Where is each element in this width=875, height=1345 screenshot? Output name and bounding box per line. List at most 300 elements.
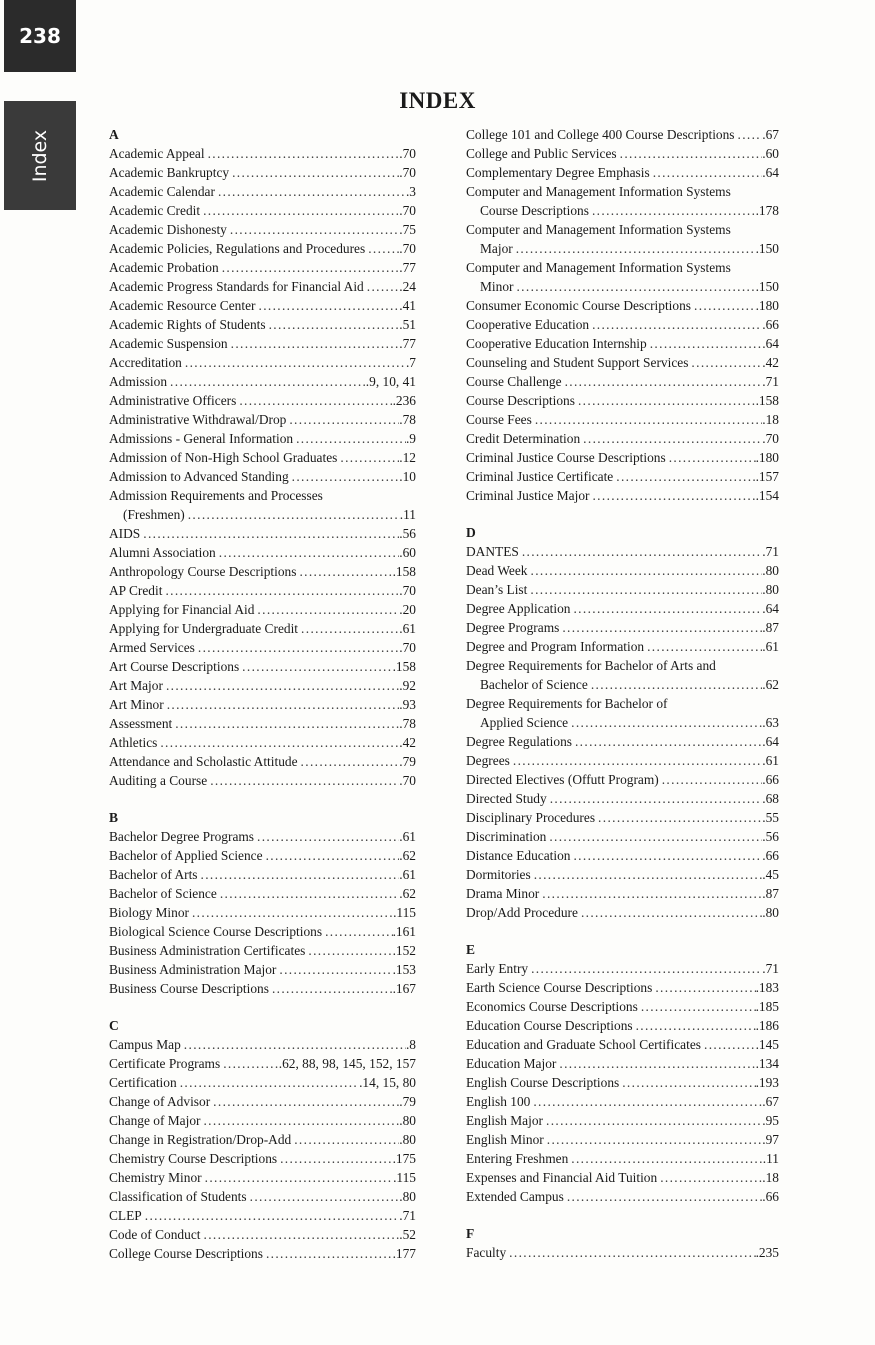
dot-leader xyxy=(266,846,400,865)
dot-leader xyxy=(522,542,762,561)
dot-leader xyxy=(513,751,762,770)
dot-leader xyxy=(269,315,400,334)
index-entry xyxy=(466,1149,779,1168)
entry-text: Armed Services xyxy=(109,640,195,655)
entry-pages: .60 xyxy=(399,545,416,560)
index-entry xyxy=(466,372,779,391)
dot-leader xyxy=(616,467,755,486)
index-entry xyxy=(109,505,416,524)
entry-pages: .150 xyxy=(755,279,779,294)
entry-text: Admissions - General Information xyxy=(109,431,294,446)
entry-pages: .115 xyxy=(393,1170,416,1185)
dot-leader xyxy=(655,978,755,997)
entry-pages: .18 xyxy=(762,412,779,427)
entry-pages: .56 xyxy=(762,829,779,844)
dot-leader xyxy=(578,391,756,410)
index-entry xyxy=(109,695,416,714)
entry-text: Campus Map xyxy=(109,1037,181,1052)
entry-pages: .68 xyxy=(762,791,779,806)
dot-leader xyxy=(289,410,399,429)
dot-leader xyxy=(738,125,763,144)
dot-leader xyxy=(573,599,762,618)
section-tab xyxy=(4,101,76,210)
index-entry xyxy=(466,201,779,220)
dot-leader xyxy=(650,334,763,353)
entry-text: Extended Campus xyxy=(466,1189,564,1204)
entry-pages: .9 xyxy=(405,431,416,446)
dot-leader xyxy=(143,524,399,543)
entry-pages: .71 xyxy=(762,961,779,976)
entry-pages: .178 xyxy=(755,203,779,218)
dot-leader xyxy=(636,1016,756,1035)
index-entry xyxy=(109,865,416,884)
index-entry xyxy=(466,277,779,296)
entry-text: Criminal Justice Certificate xyxy=(466,469,614,484)
entry-text: Chemistry Minor xyxy=(109,1170,202,1185)
entry-pages: .235 xyxy=(755,1245,779,1260)
entry-pages: .185 xyxy=(755,999,779,1014)
entry-text: Applying for Financial Aid xyxy=(109,602,255,617)
dot-leader xyxy=(325,922,392,941)
entry-text: Assessment xyxy=(109,716,173,731)
index-entry xyxy=(466,410,779,429)
entry-pages: .41 xyxy=(399,298,416,313)
index-entry xyxy=(109,1168,416,1187)
entry-pages: .70 xyxy=(399,583,416,598)
entry-pages: .66 xyxy=(762,1189,779,1204)
dot-leader xyxy=(516,277,755,296)
entry-text: Business Course Descriptions xyxy=(109,981,269,996)
dot-leader xyxy=(272,979,393,998)
entry-pages: .66 xyxy=(762,317,779,332)
index-entry xyxy=(466,163,779,182)
entry-text: Credit Determination xyxy=(466,431,581,446)
index-entry xyxy=(109,1244,416,1263)
page-title: INDEX xyxy=(399,88,476,113)
index-entry xyxy=(109,979,416,998)
index-entry xyxy=(109,827,416,846)
index-entry xyxy=(466,903,779,922)
entry-text: Change in Registration/Drop-Add xyxy=(109,1132,292,1147)
entry-pages: .64 xyxy=(762,336,779,351)
entry-pages: .66 xyxy=(762,772,779,787)
entry-pages: .8 xyxy=(405,1037,416,1052)
entry-text: Art Course Descriptions xyxy=(109,659,240,674)
dot-leader xyxy=(592,315,762,334)
index-entry xyxy=(466,827,779,846)
entry-pages: .236 xyxy=(392,393,416,408)
entry-text: English Minor xyxy=(466,1132,544,1147)
entry-text: Course Descriptions xyxy=(466,393,575,408)
dot-leader xyxy=(530,580,762,599)
entry-text: English Major xyxy=(466,1113,543,1128)
entry-pages: .55 xyxy=(762,810,779,825)
entry-text: Degree Regulations xyxy=(466,734,572,749)
index-entry xyxy=(466,448,779,467)
index-entry xyxy=(109,846,416,865)
entry-pages: .150 xyxy=(755,241,779,256)
entry-text: Faculty xyxy=(466,1245,507,1260)
entry-pages: .79 xyxy=(399,1094,416,1109)
entry-pages: .64 xyxy=(762,601,779,616)
entry-text: Drop/Add Procedure xyxy=(466,905,578,920)
index-entry xyxy=(466,1092,779,1111)
entry-text: Disciplinary Procedures xyxy=(466,810,596,825)
entry-pages: .70 xyxy=(399,241,416,256)
entry-text: Drama Minor xyxy=(466,886,540,901)
entry-pages: .115 xyxy=(393,905,416,920)
index-entry xyxy=(109,922,416,941)
entry-text: Art Minor xyxy=(109,697,164,712)
index-entry xyxy=(466,296,779,315)
index-entry xyxy=(109,960,416,979)
index-entry xyxy=(466,675,779,694)
entry-pages: .145 xyxy=(755,1037,779,1052)
dot-leader xyxy=(188,505,400,524)
dot-leader xyxy=(203,201,399,220)
entry-pages: .70 xyxy=(399,146,416,161)
index-entry xyxy=(466,1168,779,1187)
entry-text: Admission xyxy=(109,374,168,389)
index-entry xyxy=(466,865,779,884)
dot-leader xyxy=(201,865,400,884)
dot-leader xyxy=(166,676,399,695)
index-entry xyxy=(466,353,779,372)
entry-text: Academic Credit xyxy=(109,203,201,218)
index-entry xyxy=(466,770,779,789)
entry-pages: .12 xyxy=(399,450,416,465)
dot-leader xyxy=(647,637,762,656)
index-entry xyxy=(109,752,416,771)
dot-leader xyxy=(509,1243,755,1262)
entry-pages: .71 xyxy=(762,374,779,389)
dot-leader xyxy=(691,353,762,372)
entry-text: Administrative Officers xyxy=(109,393,237,408)
dot-leader xyxy=(167,695,400,714)
dot-leader xyxy=(571,1149,762,1168)
dot-leader xyxy=(620,144,763,163)
index-entry xyxy=(466,959,779,978)
index-entry xyxy=(109,1187,416,1206)
index-entry xyxy=(466,1073,779,1092)
dot-leader xyxy=(210,771,399,790)
dot-leader xyxy=(160,733,399,752)
dot-leader xyxy=(185,353,406,372)
entry-pages: .175 xyxy=(392,1151,416,1166)
entry-text: Bachelor Degree Programs xyxy=(109,829,255,844)
entry-text: Criminal Justice Major xyxy=(466,488,590,503)
index-entry xyxy=(466,542,779,561)
entry-text: Bachelor of Science xyxy=(480,677,588,692)
index-entry xyxy=(109,884,416,903)
index-entry xyxy=(466,1243,779,1262)
entry-text: Economics Course Descriptions xyxy=(466,999,638,1014)
dot-leader xyxy=(662,770,763,789)
entry-text: Accreditation xyxy=(109,355,182,370)
dot-leader xyxy=(257,827,399,846)
index-entry xyxy=(109,714,416,733)
entry-pages: .71 xyxy=(399,1208,416,1223)
entry-text: Early Entry xyxy=(466,961,529,976)
dot-leader xyxy=(562,618,762,637)
entry-text: Distance Education xyxy=(466,848,571,863)
dot-leader xyxy=(296,429,406,448)
index-entry xyxy=(466,599,779,618)
dot-leader xyxy=(531,959,762,978)
section-letter: F xyxy=(466,1226,475,1241)
index-entry-heading: Admission Requirements and Processes xyxy=(109,488,323,503)
dot-leader xyxy=(203,1111,399,1130)
entry-text: AIDS xyxy=(109,526,141,541)
dot-leader xyxy=(184,1035,406,1054)
index-entry xyxy=(109,315,416,334)
entry-pages: .64 xyxy=(762,165,779,180)
index-entry xyxy=(109,1054,416,1073)
entry-pages: .3 xyxy=(405,184,416,199)
entry-text: Athletics xyxy=(109,735,158,750)
section-letter: A xyxy=(109,127,119,142)
index-entry xyxy=(109,619,416,638)
entry-pages: .154 xyxy=(755,488,779,503)
entry-text: English 100 xyxy=(466,1094,531,1109)
entry-pages: .63 xyxy=(762,715,779,730)
page-number: 238 xyxy=(19,24,61,48)
entry-text: Certification xyxy=(109,1075,177,1090)
entry-pages: .67 xyxy=(762,1094,779,1109)
entry-pages: .62, 88, 98, 145, 152, 157 xyxy=(278,1056,416,1071)
entry-text: Dean’s List xyxy=(466,582,528,597)
dot-leader xyxy=(222,258,400,277)
entry-text: Academic Resource Center xyxy=(109,298,256,313)
entry-pages: .64 xyxy=(762,734,779,749)
index-entry xyxy=(109,258,416,277)
index-entry-heading: Computer and Management Information Systems xyxy=(466,184,731,199)
index-entry xyxy=(109,220,416,239)
entry-text: Course Challenge xyxy=(466,374,562,389)
entry-pages: .10 xyxy=(399,469,416,484)
entry-text: Code of Conduct xyxy=(109,1227,201,1242)
index-entry xyxy=(109,771,416,790)
entry-text: Cooperative Education Internship xyxy=(466,336,647,351)
entry-text: Education Course Descriptions xyxy=(466,1018,633,1033)
index-entry xyxy=(466,637,779,656)
entry-pages: .61 xyxy=(399,867,416,882)
entry-text: CLEP xyxy=(109,1208,142,1223)
entry-text: Anthropology Course Descriptions xyxy=(109,564,297,579)
entry-pages: .177 xyxy=(392,1246,416,1261)
index-entry xyxy=(466,1016,779,1035)
entry-text: College Course Descriptions xyxy=(109,1246,263,1261)
entry-text: College and Public Services xyxy=(466,146,617,161)
index-entry xyxy=(109,163,416,182)
entry-text: Admission of Non-High School Graduates xyxy=(109,450,338,465)
entry-text: AP Credit xyxy=(109,583,163,598)
entry-text: Auditing a Course xyxy=(109,773,208,788)
entry-pages: .134 xyxy=(755,1056,779,1071)
dot-leader xyxy=(653,163,763,182)
dot-leader xyxy=(583,429,762,448)
entry-pages: .70 xyxy=(399,640,416,655)
entry-text: Entering Freshmen xyxy=(466,1151,569,1166)
entry-text: Business Administration Major xyxy=(109,962,277,977)
index-entry xyxy=(466,1187,779,1206)
index-entry xyxy=(109,1092,416,1111)
entry-pages: .77 xyxy=(399,260,416,275)
entry-pages: .80 xyxy=(399,1189,416,1204)
index-entry xyxy=(109,1225,416,1244)
index-entry xyxy=(109,239,416,258)
section-letter: C xyxy=(109,1018,119,1033)
index-entry xyxy=(466,997,779,1016)
entry-text: Academic Probation xyxy=(109,260,219,275)
entry-pages: .158 xyxy=(392,564,416,579)
entry-text: Major xyxy=(480,241,513,256)
dot-leader xyxy=(198,638,399,657)
index-entry xyxy=(466,334,779,353)
section-letter: D xyxy=(466,525,476,540)
entry-text: Course Descriptions xyxy=(480,203,589,218)
entry-pages: .95 xyxy=(762,1113,779,1128)
entry-text: Degrees xyxy=(466,753,510,768)
dot-leader xyxy=(535,410,762,429)
entry-pages: .97 xyxy=(762,1132,779,1147)
dot-leader xyxy=(694,296,756,315)
index-entry xyxy=(109,1206,416,1225)
index-entry xyxy=(109,524,416,543)
index-entry xyxy=(466,789,779,808)
index-entry xyxy=(466,978,779,997)
entry-text: Education Major xyxy=(466,1056,557,1071)
entry-text: Change of Advisor xyxy=(109,1094,211,1109)
index-entry xyxy=(109,1149,416,1168)
entry-pages: .45 xyxy=(762,867,779,882)
entry-text: Directed Study xyxy=(466,791,547,806)
entry-text: Classification of Students xyxy=(109,1189,247,1204)
entry-pages: .193 xyxy=(755,1075,779,1090)
index-entry xyxy=(109,277,416,296)
entry-pages: .167 xyxy=(392,981,416,996)
dot-leader xyxy=(230,220,399,239)
dot-leader xyxy=(170,372,366,391)
index-entry xyxy=(109,1111,416,1130)
index-entry xyxy=(109,1035,416,1054)
dot-leader xyxy=(516,239,756,258)
entry-pages: .61 xyxy=(762,753,779,768)
entry-pages: .183 xyxy=(755,980,779,995)
entry-pages: .87 xyxy=(762,620,779,635)
index-entry xyxy=(109,429,416,448)
entry-pages: .67 xyxy=(762,127,779,142)
dot-leader xyxy=(292,467,400,486)
dot-leader xyxy=(592,486,755,505)
entry-pages: .180 xyxy=(755,298,779,313)
entry-pages: .18 xyxy=(762,1170,779,1185)
index-entry xyxy=(109,600,416,619)
entry-pages: .20 xyxy=(399,602,416,617)
entry-text: Business Administration Certificates xyxy=(109,943,306,958)
dot-leader xyxy=(533,1092,762,1111)
entry-text: Academic Appeal xyxy=(109,146,205,161)
dot-leader xyxy=(242,657,392,676)
dot-leader xyxy=(219,543,399,562)
index-entry-heading: Computer and Management Information Systems xyxy=(466,222,731,237)
entry-pages: .75 xyxy=(399,222,416,237)
dot-leader xyxy=(165,581,399,600)
entry-pages: .70 xyxy=(399,203,416,218)
page-number-tab xyxy=(4,0,76,72)
section-gap xyxy=(466,505,779,523)
index-entry xyxy=(109,334,416,353)
index-column-left xyxy=(109,125,416,1263)
entry-pages: .66 xyxy=(762,848,779,863)
section-tab-label: Index xyxy=(29,129,51,182)
dot-leader xyxy=(223,1054,279,1073)
entry-pages: .51 xyxy=(399,317,416,332)
entry-pages: .152 xyxy=(392,943,416,958)
entry-text: Dead Week xyxy=(466,563,528,578)
dot-leader xyxy=(266,1244,393,1263)
entry-pages: .80 xyxy=(762,905,779,920)
entry-pages: .42 xyxy=(399,735,416,750)
index-entry xyxy=(109,353,416,372)
entry-text: Academic Suspension xyxy=(109,336,228,351)
entry-text: Art Major xyxy=(109,678,163,693)
entry-text: Criminal Justice Course Descriptions xyxy=(466,450,666,465)
entry-pages: .11 xyxy=(399,507,416,522)
index-entry xyxy=(466,846,779,865)
entry-text: Biological Science Course Descriptions xyxy=(109,924,323,939)
entry-pages: .62 xyxy=(399,848,416,863)
entry-pages: .70 xyxy=(399,773,416,788)
dot-leader xyxy=(279,960,392,979)
entry-pages: .14, 15, 80 xyxy=(359,1075,416,1090)
dot-leader xyxy=(669,448,756,467)
dot-leader xyxy=(232,163,399,182)
section-gap xyxy=(109,790,416,808)
entry-pages: .61 xyxy=(762,639,779,654)
entry-pages: .87 xyxy=(762,886,779,901)
entry-text: Discrimination xyxy=(466,829,547,844)
entry-text: Change of Major xyxy=(109,1113,201,1128)
entry-pages: .80 xyxy=(399,1113,416,1128)
entry-pages: .186 xyxy=(755,1018,779,1033)
index-entry xyxy=(109,676,416,695)
dot-leader xyxy=(175,714,399,733)
index-entry xyxy=(109,1130,416,1149)
dot-leader xyxy=(575,732,762,751)
entry-text: Administrative Withdrawal/Drop xyxy=(109,412,287,427)
dot-leader xyxy=(549,827,762,846)
dot-leader xyxy=(534,865,763,884)
dot-leader xyxy=(573,846,762,865)
index-entry xyxy=(109,733,416,752)
dot-leader xyxy=(704,1035,756,1054)
dot-leader xyxy=(257,600,399,619)
dot-leader xyxy=(145,1206,400,1225)
dot-leader xyxy=(205,1168,393,1187)
entry-text: Applied Science xyxy=(480,715,569,730)
dot-leader xyxy=(641,997,756,1016)
dot-leader xyxy=(547,1130,763,1149)
section-gap xyxy=(109,998,416,1016)
entry-text: Bachelor of Arts xyxy=(109,867,198,882)
entry-text: Cooperative Education xyxy=(466,317,590,332)
index-entry xyxy=(466,884,779,903)
entry-pages: .7 xyxy=(405,355,416,370)
dot-leader xyxy=(598,808,762,827)
entry-pages: .61 xyxy=(399,829,416,844)
entry-pages: .158 xyxy=(755,393,779,408)
